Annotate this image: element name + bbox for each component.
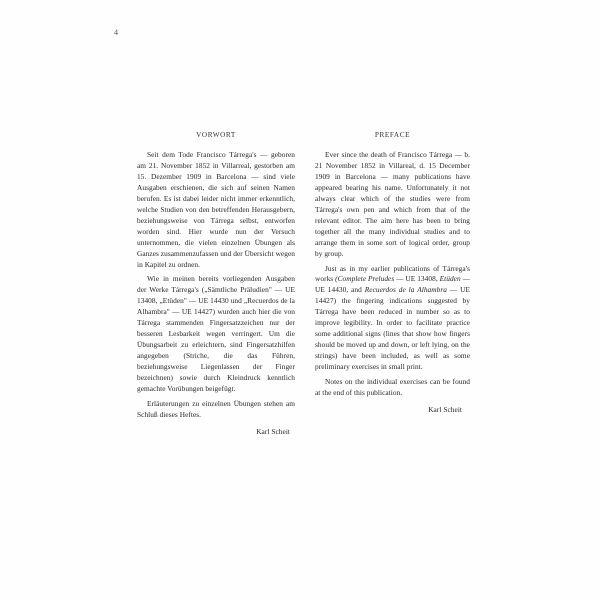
preface-paragraph-2-text-a: Just as in my earlier publications of Tárrega's works bbox=[315, 263, 470, 284]
preface-signature: Karl Scheit bbox=[428, 404, 462, 414]
vorwort-column bbox=[137, 131, 295, 438]
preface-paragraph-2-text-c: — UE 14430, and bbox=[315, 274, 471, 295]
vorwort-paragraph-3: Erläuterungen zu einzelnen Übungen stehen am Schluß dieses Heftes. bbox=[137, 398, 295, 419]
preface-paragraph-2 bbox=[315, 264, 470, 374]
page-number: 4 bbox=[114, 28, 118, 37]
vorwort-signature: Karl Scheit bbox=[256, 426, 290, 436]
preface-paragraph-2-text-d: — UE 14427) the fingering indications suggested by Tárrega have been reduced in number so as to improve legibility. In order to facilitate practice some additional signs (lines that show how fingers should be moved up and down, or left lying, on the strings) have been included, as well as some preliminary exercises in small print. bbox=[315, 285, 470, 372]
preface-heading: PREFACE bbox=[374, 131, 411, 139]
preface-paragraph-1: Ever since the death of Francisco Tárrega — b. 21 November 1852 in Villareal, d. 15 December 1909 in Barcelona — many publications have appeared bearing his name. Unfortunately it not always clear which of the studies were from Tárrega's own pen and which from that of the relevant editor. The aim here has been to bring together all the many individual studies and to arrange them in some sort of logical order, group by group. bbox=[315, 150, 470, 258]
recuerdos-title: Recuerdos de la Alhambra bbox=[364, 285, 447, 295]
vorwort-paragraph-2: Wie in meinen bereits vorliegenden Ausgaben der Werke Tárrega's („Sämtliche Präludien" — UE 13408, „Etüden" — UE 14430 und „Recuerdos de la Alhambra" — UE 14427) wurden auch hier die von Tárrega stammenden Fingersatzzeichen nur der besseren Lesbarkeit wegen verringert. Um die Übungsarbeit zu erleichtern, sind Fingersatzhilfen angegeben (Striche, die das Führen, beziehungsweise Liegenlassen der Finger bezeichnen) sowie durch Kleindruck kenntlich gemachte Vorübungen beigefügt. bbox=[137, 274, 295, 394]
preface-paragraph-2-text-b: — UE 13408, bbox=[394, 274, 440, 284]
preface-paragraph-3: Notes on the individual exercises can be found at the end of this publication. bbox=[315, 377, 470, 398]
vorwort-paragraph-1: Seit dem Tode Francisco Tárrega's — geboren am 21. November 1852 in Villarreal, gestorben am 15. Dezember 1909 in Barcelona — sind viele Ausgaben erschienen, die sich auf seinen Namen berufen. Es ist dabei leider nicht immer erkenntlich, welche Studien von den betreffenden Herausgebern, beziehungsweise von Tárrega selbst, entworfen worden sind. Hier wurde nun der Versuch unternommen, die vielen einzelnen Übungen als Ganzes zusammenzufassen und der Übersicht wegen in Kapitel zu ordnen. bbox=[137, 150, 295, 269]
preface-column bbox=[315, 131, 470, 416]
vorwort-heading: VORWORT bbox=[196, 131, 236, 139]
complete-preludes-title: (Complete Preludes bbox=[335, 274, 395, 284]
etuden-title: Etüden bbox=[439, 274, 461, 284]
